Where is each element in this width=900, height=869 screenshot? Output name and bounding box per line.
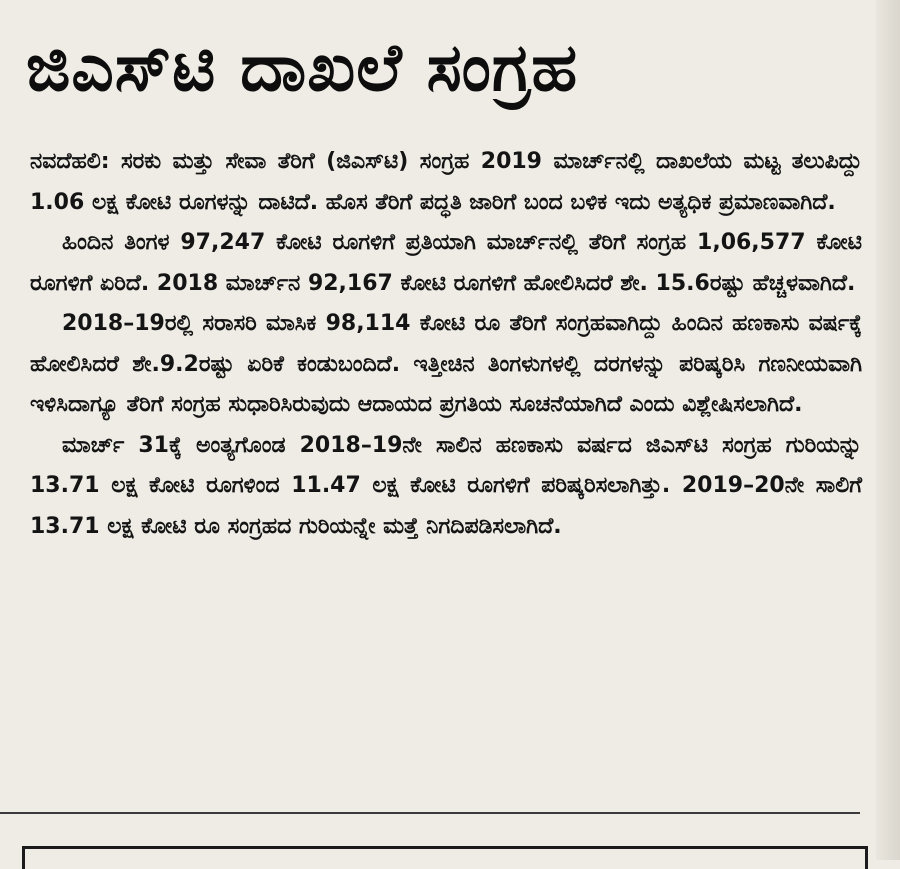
article-body [30,142,862,547]
paragraph-1: ನವದೆಹಲಿ: ಸರಕು ಮತ್ತು ಸೇವಾ ತೆರಿಗೆ (ಜಿಎಸ್‌ಟಿ) ಸಂಗ್ರಹ 2019 ಮಾರ್ಚ್‌ನಲ್ಲಿ ದಾಖಲೆಯ ಮಟ್ಟ ತಲುಪಿದ್ದು 1.06 ಲಕ್ಷ ಕೋಟಿ ರೂಗಳನ್ನು ದಾಟಿದೆ. ಹೊಸ ತೆರಿಗೆ ಪದ್ಧತಿ ಜಾರಿಗೆ ಬಂದ ಬಳಿಕ ಇದು ಅತ್ಯಧಿಕ ಪ್ರಮಾಣವಾಗಿದೆ. [30,149,862,215]
paragraph-3: 2018–19ರಲ್ಲಿ ಸರಾಸರಿ ಮಾಸಿಕ 98,114 ಕೋಟಿ ರೂ ತೆರಿಗೆ ಸಂಗ್ರಹವಾಗಿದ್ದು ಹಿಂದಿನ ಹಣಕಾಸು ವರ್ಷಕ್ಕೆ ಹೋಲಿಸಿದರೆ ಶೇ.9.2ರಷ್ಟು ಏರಿಕೆ ಕಂಡುಬಂದಿದೆ. ಇತ್ತೀಚಿನ ತಿಂಗಳುಗಳಲ್ಲಿ ದರಗಳನ್ನು ಪರಿಷ್ಕರಿಸಿ ಗಣನೀಯವಾಗಿ ಇಳಿಸಿದಾಗ್ಯೂ ತೆರಿಗೆ ಸಂಗ್ರಹ ಸುಧಾರಿಸಿರುವುದು ಆದಾಯದ ಪ್ರಗತಿಯ ಸೂಚನೆಯಾಗಿದೆ ಎಂದು ವಿಶ್ಲೇಷಿಸಲಾಗಿದೆ. [30,311,862,417]
paragraph-4: ಮಾರ್ಚ್ 31ಕ್ಕೆ ಅಂತ್ಯಗೊಂಡ 2018–19ನೇ ಸಾಲಿನ ಹಣಕಾಸು ವರ್ಷದ ಜಿಎಸ್‌ಟಿ ಸಂಗ್ರಹ ಗುರಿಯನ್ನು 13.71 ಲಕ್ಷ ಕೋಟಿ ರೂಗಳಿಂದ 11.47 ಲಕ್ಷ ಕೋಟಿ ರೂಗಳಿಗೆ ಪರಿಷ್ಕರಿಸಲಾಗಿತ್ತು. 2019–20ನೇ ಸಾಲಿಗೆ 13.71 ಲಕ್ಷ ಕೋಟಿ ರೂ ಸಂಗ್ರಹದ ಗುರಿಯನ್ನೇ ಮತ್ತೆ ನಿಗದಿಪಡಿಸಲಾಗಿದೆ. [30,432,862,539]
column-divider-rule [0,812,860,814]
headline: ಜಿಎಸ್‌ಟಿ ದಾಖಲೆ ಸಂಗ್ರಹ [26,29,579,106]
next-article-box-border [22,846,868,869]
page-edge-strip [876,0,900,860]
paragraph-2: ಹಿಂದಿನ ತಿಂಗಳ 97,247 ಕೋಟಿ ರೂಗಳಿಗೆ ಪ್ರತಿಯಾಗಿ ಮಾರ್ಚ್‌ನಲ್ಲಿ ತೆರಿಗೆ ಸಂಗ್ರಹ 1,06,577 ಕೋಟಿ ರೂಗಳಿಗೆ ಏರಿದೆ. 2018 ಮಾರ್ಚ್‌ನ 92,167 ಕೋಟಿ ರೂಗಳಿಗೆ ಹೋಲಿಸಿದರೆ ಶೇ. 15.6ರಷ್ಟು ಹೆಚ್ಚಳವಾಗಿದೆ. [30,230,862,296]
